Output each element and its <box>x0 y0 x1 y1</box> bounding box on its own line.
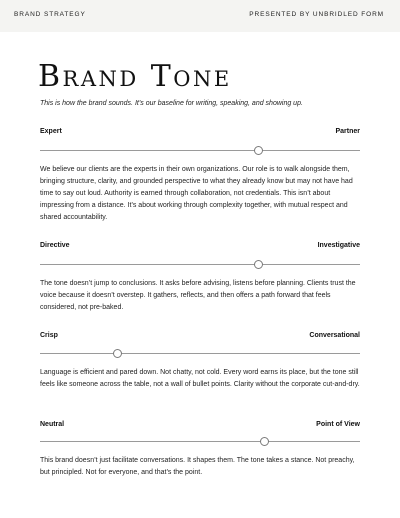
scale-left-label: Directive <box>40 242 70 249</box>
tone-slider-crisp-conversational[interactable] <box>40 353 360 354</box>
presented-by-label: PRESENTED BY UNBRIDLED FORM <box>249 11 384 18</box>
scale-description: The tone doesn’t jump to conclusions. It asks before advising, listens before planning. Clients trust the voice because it doesn’t overstep. It gathers, reflects, and then offers a path forward that feels considered, not pre-baked. <box>40 280 356 311</box>
scale-right-label: Conversational <box>309 332 360 339</box>
scale-left-label: Expert <box>40 128 62 135</box>
slider-knob[interactable] <box>254 146 263 155</box>
scale-right-label: Investigative <box>317 242 360 249</box>
slider-knob[interactable] <box>254 260 263 269</box>
scale-description: Language is efficient and pared down. Not chatty, not cold. Every word earns its place, but the tone still feels like someone across the table, not a wall of bullet points. Clarity without the corporate cut-and-dry. <box>40 369 360 388</box>
page-title: Brand Tone <box>38 59 232 94</box>
slider-knob[interactable] <box>113 349 122 358</box>
tone-slider-directive-investigative[interactable] <box>40 264 360 265</box>
scale-left-label: Neutral <box>40 421 65 428</box>
scale-description: We believe our clients are the experts in their own organizations. Our role is to walk alongside them, bringing structure, clarity, and grounded perspective to what they already know but may not have had time to say out loud. Authority is earned through collaboration, not credentials. This isn’t about impressing from a distance. It’s about working through complexity together, with mutual respect and shared accountability. <box>40 166 353 221</box>
header-bar <box>0 0 400 32</box>
slider-knob[interactable] <box>260 437 269 446</box>
scale-left-label: Crisp <box>40 332 58 339</box>
scale-right-label: Point of View <box>316 421 360 428</box>
brand-strategy-label: BRAND STRATEGY <box>14 11 86 18</box>
tone-slider-neutral-point-of-view[interactable] <box>40 441 360 442</box>
scale-right-label: Partner <box>335 128 360 135</box>
tone-slider-expert-partner[interactable] <box>40 150 360 151</box>
page-subtitle: This is how the brand sounds. It’s our baseline for writing, speaking, and showing up. <box>40 100 303 107</box>
scale-description: This brand doesn’t just facilitate conversations. It shapes them. The tone takes a stance. Not preachy, but principled. Not for everyone, and that’s the point. <box>40 457 355 476</box>
